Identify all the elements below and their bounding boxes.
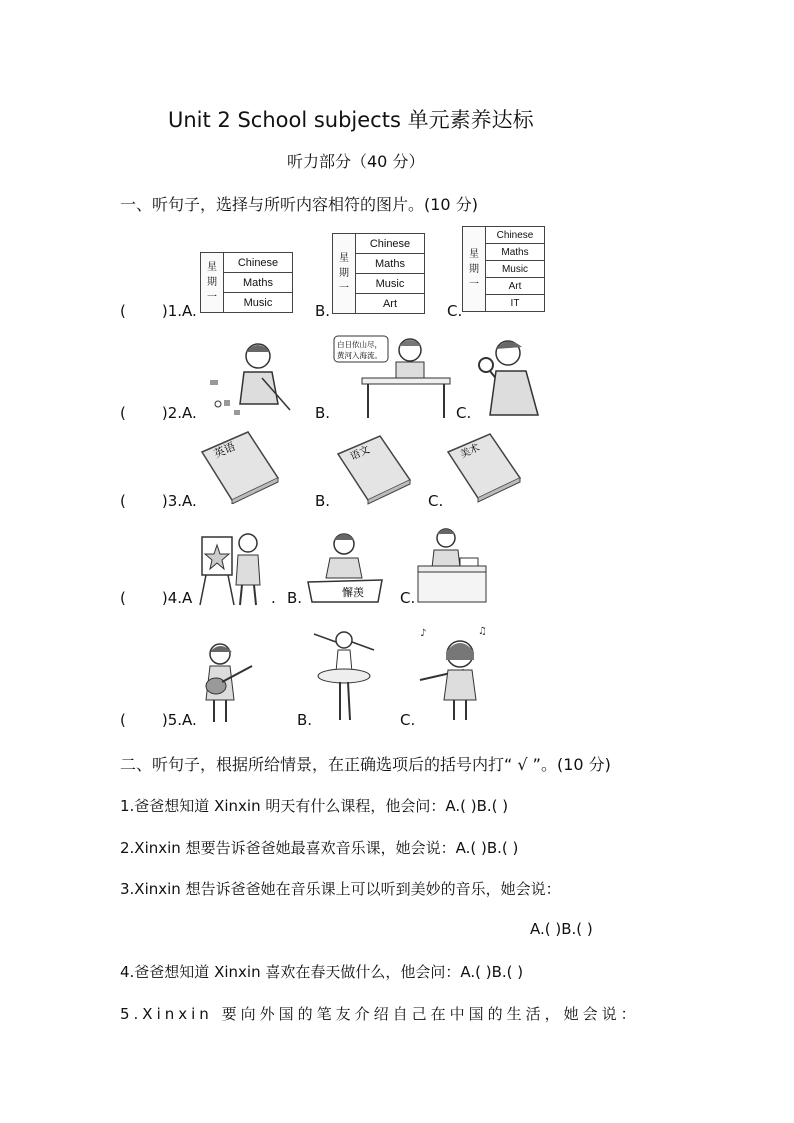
q5-option-a-label: A. [182, 711, 197, 729]
section-2-item: 1.爸爸想知道 Xinxin 明天有什么课程，他会问：A.( )B.( ) [120, 797, 509, 815]
q1-schedule-b [332, 233, 425, 314]
q1-option-c-label: C. [447, 302, 463, 320]
chinese-book-illustration [334, 434, 414, 506]
schedule-day-label: 星 期 一 [463, 227, 486, 312]
question-2-number: ( )2. [120, 404, 183, 422]
section-2-item: 3.Xinxin 想告诉爸爸她在音乐课上可以听到美妙的音乐，她会说： [120, 880, 561, 898]
schedule-subject: Chinese [224, 253, 293, 273]
section-2-item: 4.爸爸想知道 Xinxin 喜欢在春天做什么，他会问：A.( )B.( ) [120, 963, 524, 981]
schedule-day-label: 星 期 一 [201, 253, 224, 313]
q1-schedule-a [200, 252, 293, 313]
section-2-heading: 二、听句子，根据所给情景，在正确选项后的括号内打“ √ ”。(10 分) [120, 755, 611, 774]
schedule-subject: Music [356, 274, 425, 294]
q4-option-a-label: A [182, 589, 193, 607]
schedule-subject: Art [356, 294, 425, 314]
q2-option-b-label: B. [315, 404, 331, 422]
section-2-item: 5.Xinxin 要向外国的笔友介绍自己在中国的生活，她会说： [120, 1005, 640, 1023]
schedule-subject: Maths [224, 273, 293, 293]
schedule-subject: IT [486, 295, 545, 312]
q3-option-a-label: A. [182, 492, 197, 510]
question-5-number: ( )5. [120, 711, 183, 729]
boy-painting-illustration [196, 525, 268, 607]
q3-option-c-label: C. [428, 492, 444, 510]
book-title: 语文 [348, 444, 372, 463]
boy-calligraphy-illustration [304, 530, 386, 604]
q5-option-c-label: C. [400, 711, 416, 729]
schedule-subject: Maths [356, 254, 425, 274]
calligraphy-text: 懈羡 [342, 586, 364, 599]
section-1-heading: 一、听句子，选择与所听内容相符的图片。(10 分) [120, 195, 478, 214]
schedule-subject: Maths [486, 244, 545, 261]
schedule-subject: Music [486, 261, 545, 278]
schedule-subject: Chinese [486, 227, 545, 244]
svg-text:♪: ♪ [420, 628, 427, 639]
q2-option-c-label: C. [456, 404, 472, 422]
boy-drawing-at-desk-illustration [416, 524, 488, 604]
ballet-dancer-illustration [310, 628, 378, 724]
question-3-number: ( )3. [120, 492, 183, 510]
page-title: Unit 2 School subjects 单元素养达标 [168, 108, 534, 132]
q4-option-dot: . [271, 589, 276, 607]
book-title: 英语 [211, 439, 238, 461]
boy-building-model-illustration [200, 338, 300, 420]
q1-schedule-c [462, 226, 545, 312]
section-2-item-options: A.( )B.( ) [530, 920, 593, 938]
question-1-number: ( )1. [120, 302, 183, 320]
section-2-item: 2.Xinxin 想要告诉爸爸她最喜欢音乐课，她会说：A.( )B.( ) [120, 839, 519, 857]
schedule-day-label: 星 期 一 [333, 234, 356, 314]
schedule-subject: Music [224, 293, 293, 313]
boy-with-magnifier-illustration [468, 335, 546, 417]
art-book-illustration [444, 432, 524, 504]
q4-option-c-label: C. [400, 589, 416, 607]
question-4-number: ( )4. [120, 589, 183, 607]
english-book-illustration [198, 430, 282, 504]
q3-option-b-label: B. [315, 492, 331, 510]
girl-playing-guitar-illustration [200, 640, 256, 724]
q1-option-a-label: A. [182, 302, 197, 320]
schedule-subject: Chinese [356, 234, 425, 254]
boy-reading-poem-illustration [332, 332, 452, 420]
book-title: 美术 [458, 442, 482, 461]
q1-option-b-label: B. [315, 302, 331, 320]
speech-bubble-line: 白日依山尽， [337, 340, 382, 349]
q5-option-b-label: B. [297, 711, 313, 729]
page-subtitle: 听力部分（40 分） [287, 152, 425, 171]
q2-option-a-label: A. [182, 404, 197, 422]
q4-option-b-label: B. [287, 589, 303, 607]
svg-text:♫: ♫ [478, 626, 487, 637]
schedule-subject: Art [486, 278, 545, 295]
girl-playing-flute-illustration [418, 624, 490, 722]
speech-bubble-line: 黄河入海流。 [337, 351, 382, 360]
